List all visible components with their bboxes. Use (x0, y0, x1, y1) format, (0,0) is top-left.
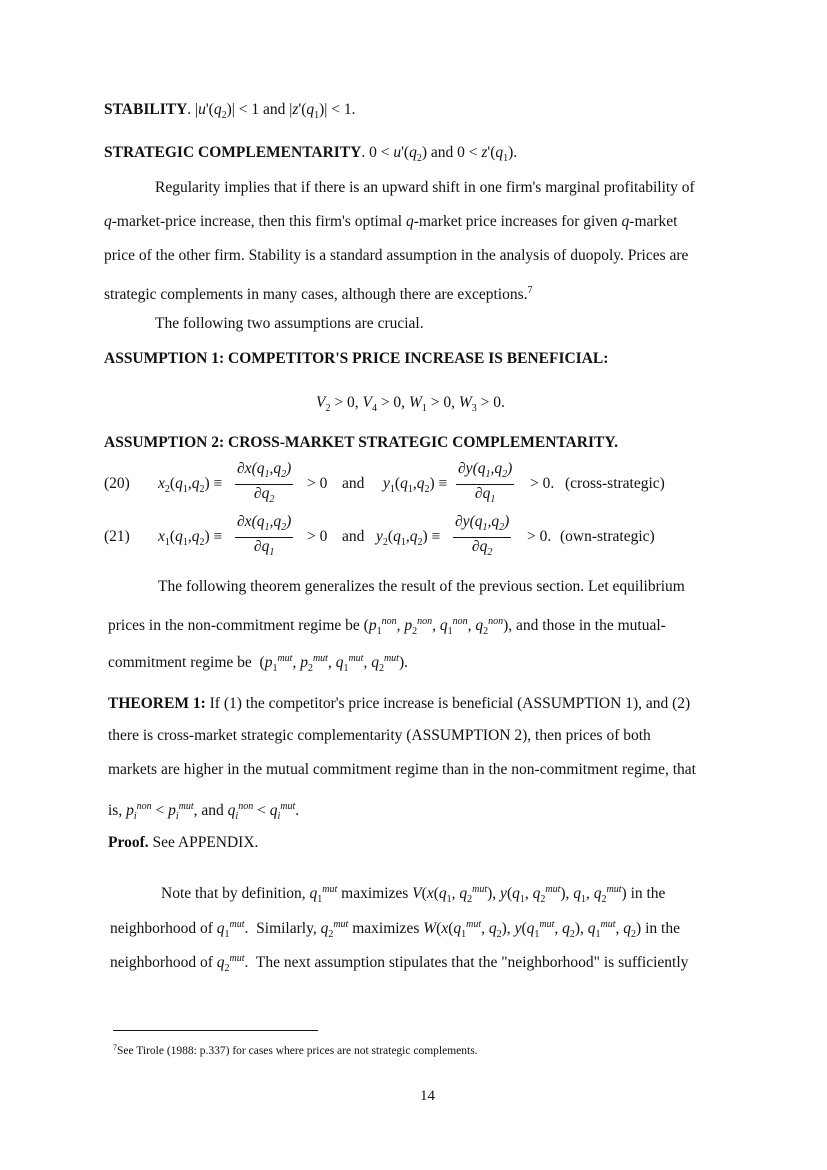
theorem-label: THEOREM 1: (108, 695, 206, 712)
paragraph3-line1: The following theorem generalizes the result of the previous section. Let equilibrium (158, 578, 685, 595)
eq21-right-num: $\partial y(q_1,q_2)$ (453, 513, 511, 538)
proof-label: Proof. (108, 834, 149, 851)
eq21-left-fraction (232, 513, 296, 562)
eq20-right-fraction (453, 460, 517, 509)
stability-text: . $|u'(q_2)| < 1$ and $|z'(q_1)| < 1$. (187, 101, 356, 121)
eq20-and: and (342, 475, 365, 492)
eq21-right-den: $\partial q_2$ (471, 538, 493, 558)
footnote-text: See Tirole (1988: p.337) for cases where prices are not strategic complements. (117, 1045, 478, 1057)
paragraph1-line3: price of the other firm. Stability is a standard assumption in the analysis of duopoly. Prices are (104, 247, 689, 264)
eq20-right-lhs: $y_1(q_1,q_2)$ ≡ (383, 475, 448, 495)
eq20-right-den: $\partial q_1$ (474, 485, 496, 505)
eq20-left-den: $\partial q_2$ (253, 485, 275, 505)
paragraph1-line1: Regularity implies that if there is an upward shift in one firm's marginal profitability of (155, 179, 695, 196)
eq21-left-den: $\partial q_1$ (253, 538, 275, 558)
paragraph3-line3: commitment regime be ($p_1^{mut}$, $p_2^{mut}$, $q_1^{mut}$, $q_2^{mut}$). (108, 653, 408, 674)
strategic-complementarity-text: . $0 < u'(q_2)$ and $0 < z'(q_1)$. (361, 144, 518, 164)
strategic-complementarity-label: STRATEGIC COMPLEMENTARITY (104, 144, 362, 161)
eq21-tail: > 0. (527, 528, 552, 545)
page-number: 14 (420, 1088, 435, 1104)
footnote: $^7$See Tirole (1988: p.337) for cases where prices are not strategic complements. (113, 1043, 478, 1057)
eq20-tail: > 0. (530, 475, 555, 492)
eq21-gt: > 0 (307, 528, 328, 545)
paragraph4-line1: Note that by definition, $q_1^{mut}$ maximizes $V(x(q_1$, $q_2^{mut}$), $y(q_1$, $q_2^{mut}$), $q_1$, $q_2^{mut}$) in the (161, 884, 666, 905)
equation-21 (0, 513, 827, 563)
eq21-left-num: $\partial x(q_1,q_2)$ (235, 513, 293, 538)
assumption1-formula: $V_2 > 0$, $V_4 > 0$, $W_1 > 0$, $W_3 > 0$. (316, 394, 505, 414)
eq20-number: (20) (104, 475, 130, 492)
paragraph1-line4: strategic complements in many cases, although there are exceptions.$^7$ (104, 285, 533, 303)
stability-line (104, 100, 356, 126)
assumption2-heading: ASSUMPTION 2: CROSS-MARKET STRATEGIC COMPLEMENTARITY. (104, 434, 619, 451)
proof-line (108, 833, 258, 853)
eq21-right-fraction (450, 513, 514, 562)
paragraph2: The following two assumptions are crucial. (155, 315, 424, 332)
eq20-left-num: $\partial x(q_1,q_2)$ (235, 460, 293, 485)
eq21-left-lhs: $x_1(q_1,q_2)$ ≡ (158, 528, 223, 548)
eq20-left-lhs: $x_2(q_1,q_2)$ ≡ (158, 475, 223, 495)
paragraph4-line3: neighborhood of $q_2^{mut}$. The next assumption stipulates that the "neighborhood" is sufficiently (110, 953, 689, 974)
theorem-line1 (108, 694, 690, 714)
eq21-right-lhs: $y_2(q_1,q_2)$ ≡ (376, 528, 441, 548)
proof-text: See APPENDIX. (148, 834, 259, 851)
assumption1-heading: ASSUMPTION 1: COMPETITOR'S PRICE INCREASE IS BENEFICIAL: (104, 350, 609, 367)
paragraph4-line2: neighborhood of $q_1^{mut}$. Similarly, $q_2^{mut}$ maximizes $W(x(q_1^{mut}$, $q_2$), $y(q_1^{mut}$, $q_2$), $q_1^{mut}$, $q_2$) in the (110, 919, 680, 940)
eq21-note: (own-strategic) (560, 528, 655, 545)
paragraph1-line2: q-market-price increase, then this firm's optimal q-market price increases for given q-market (104, 213, 678, 230)
theorem-line3: markets are higher in the mutual commitment regime than in the non-commitment regime, that (108, 761, 696, 778)
strategic-complementarity-line (104, 143, 517, 169)
theorem-text-1: If (1) the competitor's price increase is beneficial (ASSUMPTION 1), and (2) (205, 695, 691, 712)
eq21-number: (21) (104, 528, 130, 545)
theorem-line4: is, $p_i^{non} < p_i^{mut}$, and $q_i^{non} < q_i^{mut}$. (108, 801, 300, 822)
eq20-left-fraction (232, 460, 296, 509)
paragraph3-line2: prices in the non-commitment regime be ($p_1^{non}$, $p_2^{non}$, $q_1^{non}$, $q_2^{non}$), and those in the mutual- (108, 616, 666, 637)
eq20-right-num: $\partial y(q_1,q_2)$ (456, 460, 514, 485)
eq20-note: (cross-strategic) (565, 475, 665, 492)
stability-label: STABILITY (104, 101, 188, 118)
footnote-rule (113, 1030, 318, 1031)
equation-20 (0, 460, 827, 510)
theorem-line2: there is cross-market strategic complementarity (ASSUMPTION 2), then prices of both (108, 727, 651, 744)
eq21-and: and (342, 528, 365, 545)
eq20-gt: > 0 (307, 475, 328, 492)
